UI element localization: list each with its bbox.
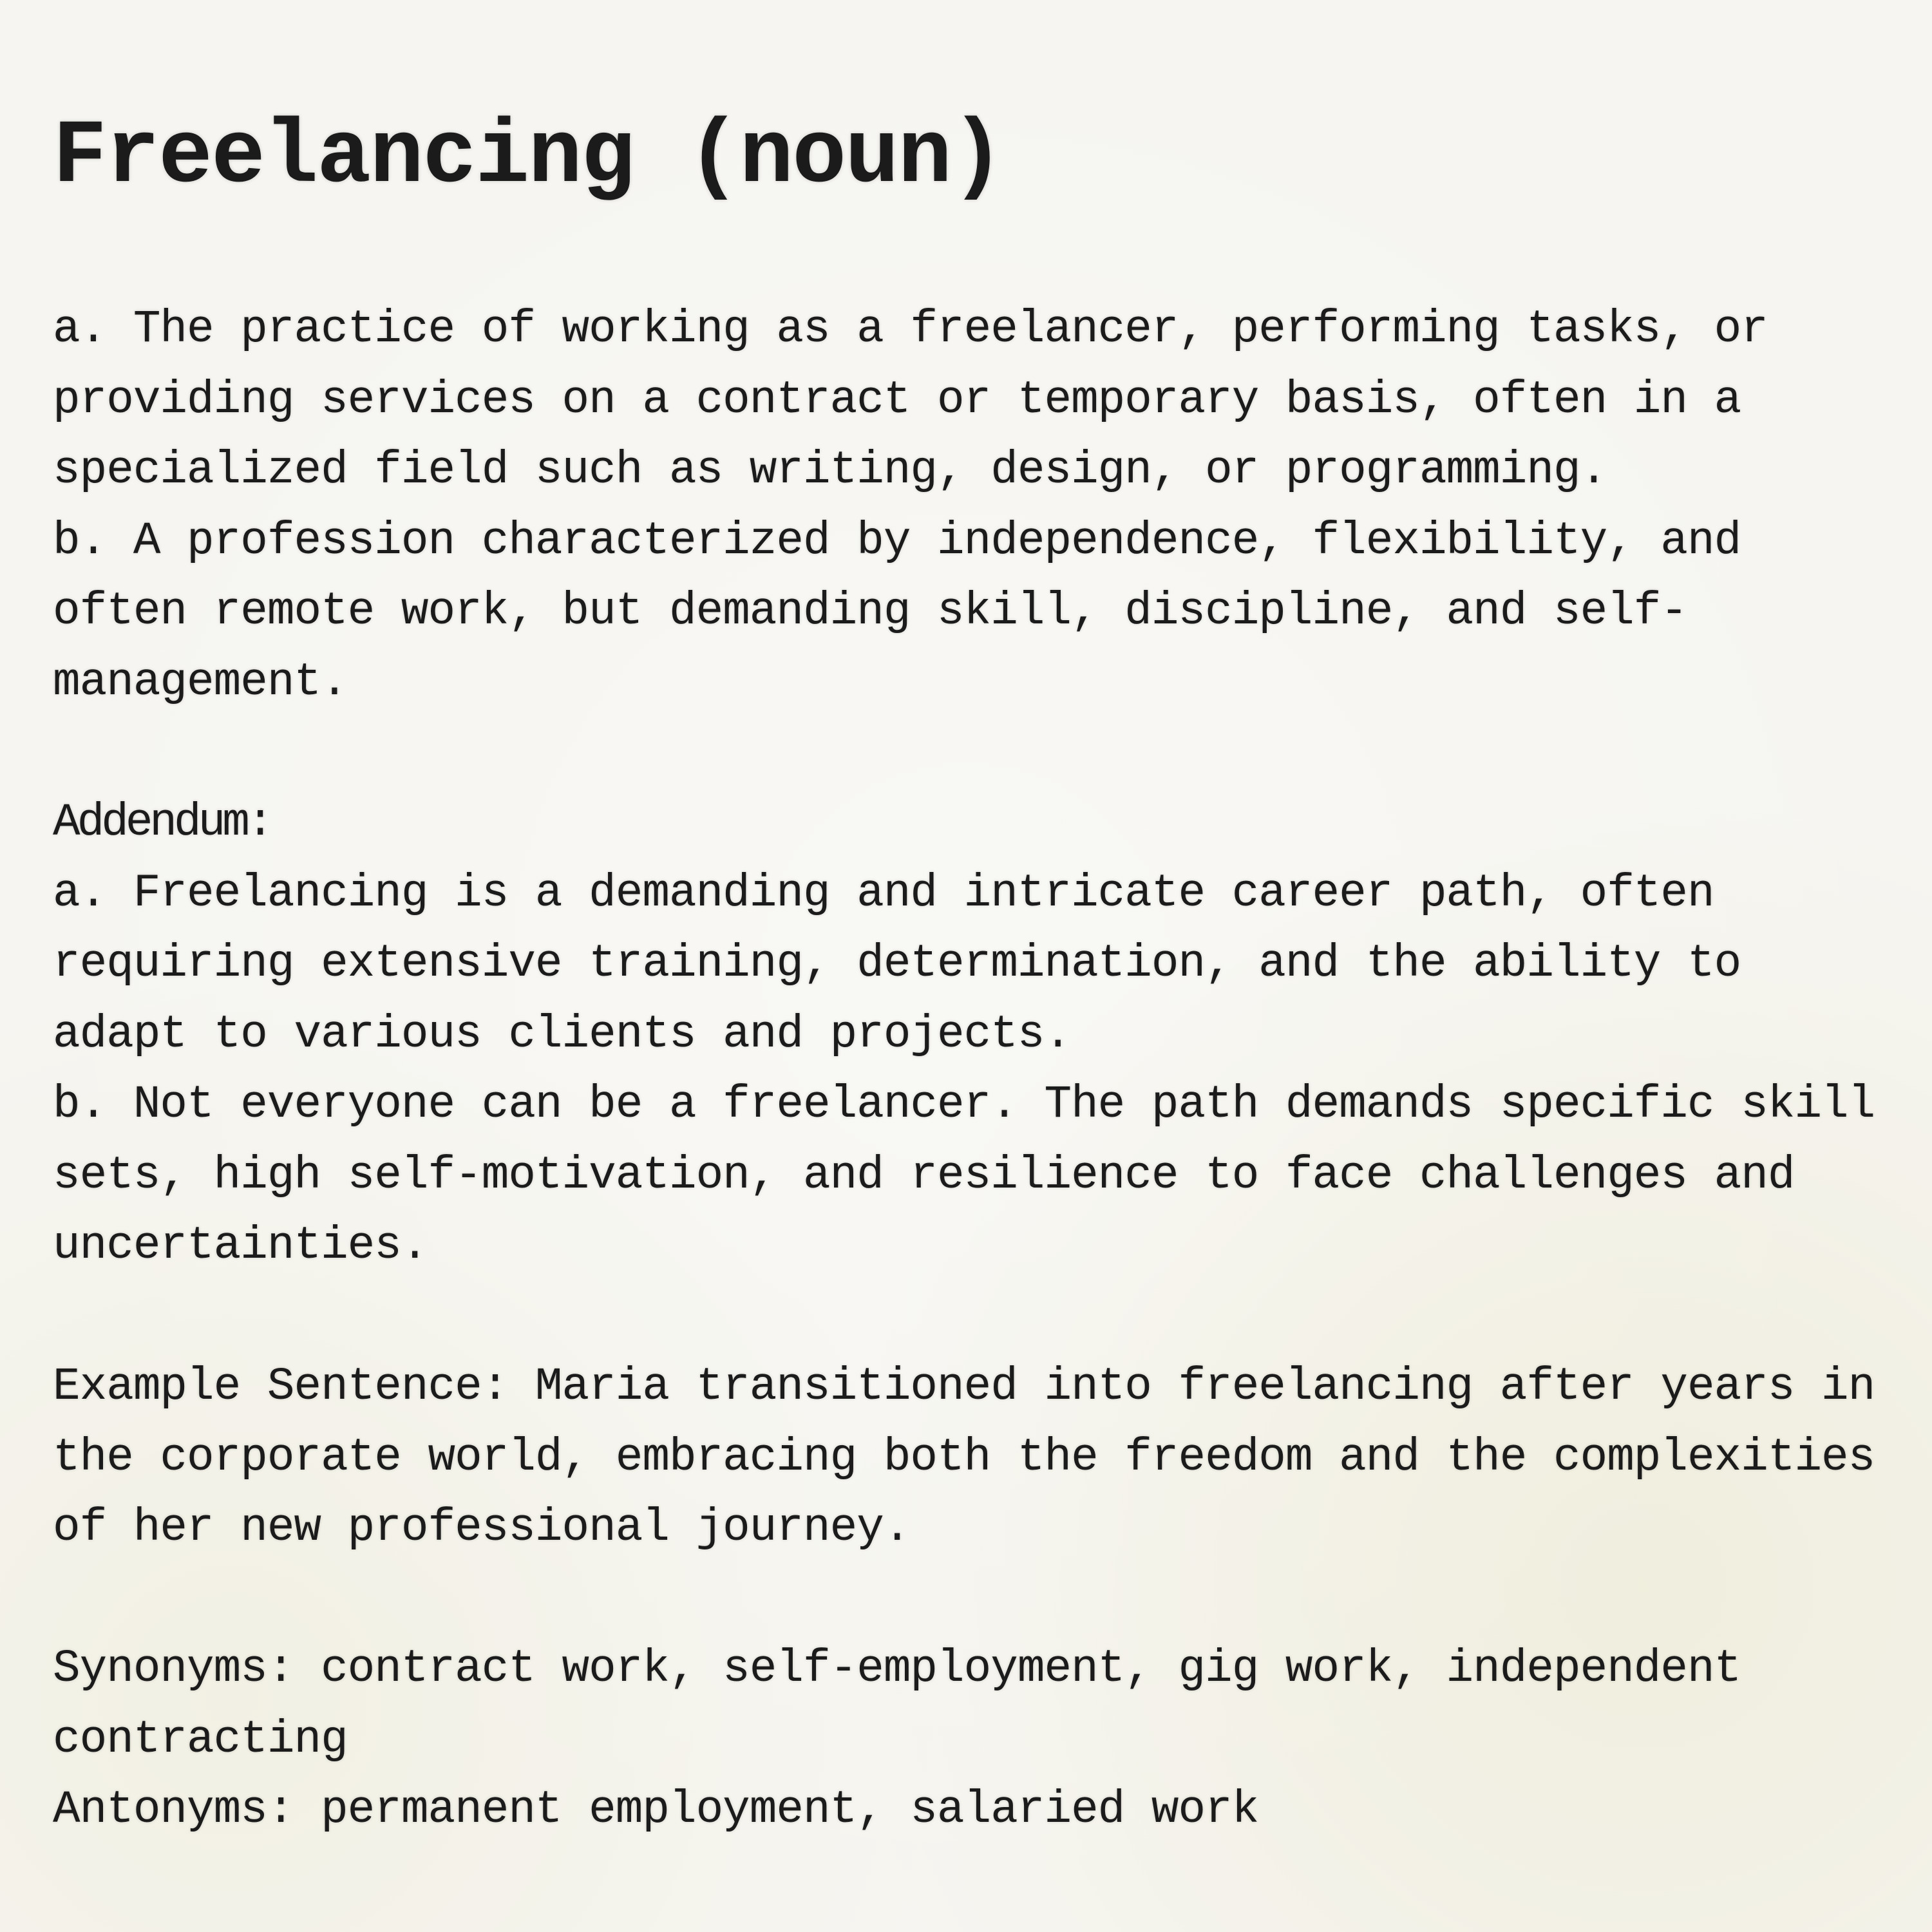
addendum-line: requiring extensive training, determination, and the ability to <box>53 938 1741 990</box>
addendum-line: a. Freelancing is a demanding and intricate career path, often <box>53 867 1714 920</box>
page-title: Freelancing (noun) <box>53 106 1004 209</box>
synonyms-line: Synonyms: contract work, self-employment, gig work, independent <box>53 1643 1741 1695</box>
example-line: the corporate world, embracing both the freedom and the complexities <box>53 1432 1875 1484</box>
definition-line: providing services on a contract or temporary basis, often in a <box>53 374 1741 426</box>
definitions-block <box>53 295 1895 718</box>
definition-line: a. The practice of working as a freelancer, performing tasks, or <box>53 304 1768 355</box>
addendum-block <box>53 788 1895 1282</box>
addendum-line: adapt to various clients and projects. <box>53 1009 1072 1061</box>
addendum-line: sets, high self-motivation, and resilience to face challenges and <box>53 1150 1795 1202</box>
definition-line: b. A profession characterized by independence, flexibility, and <box>53 515 1741 567</box>
definition-line: specialized field such as writing, design, or programming. <box>53 445 1607 497</box>
antonyms-line: Antonyms: permanent employment, salaried work <box>53 1785 1259 1836</box>
synonyms-line: contracting <box>53 1714 348 1766</box>
definition-line: management. <box>53 656 348 708</box>
addendum-line: uncertainties. <box>53 1220 428 1272</box>
definition-line: often remote work, but demanding skill, discipline, and self- <box>53 586 1688 638</box>
synonyms-antonyms-block <box>53 1634 1895 1846</box>
addendum-line: b. Not everyone can be a freelancer. The path demands specific skill <box>53 1079 1875 1131</box>
example-line: of her new professional journey. <box>53 1502 911 1554</box>
addendum-label: Addendum: <box>53 797 271 849</box>
example-line: Example Sentence: Maria transitioned into freelancing after years in <box>53 1361 1875 1413</box>
example-block <box>53 1352 1895 1564</box>
